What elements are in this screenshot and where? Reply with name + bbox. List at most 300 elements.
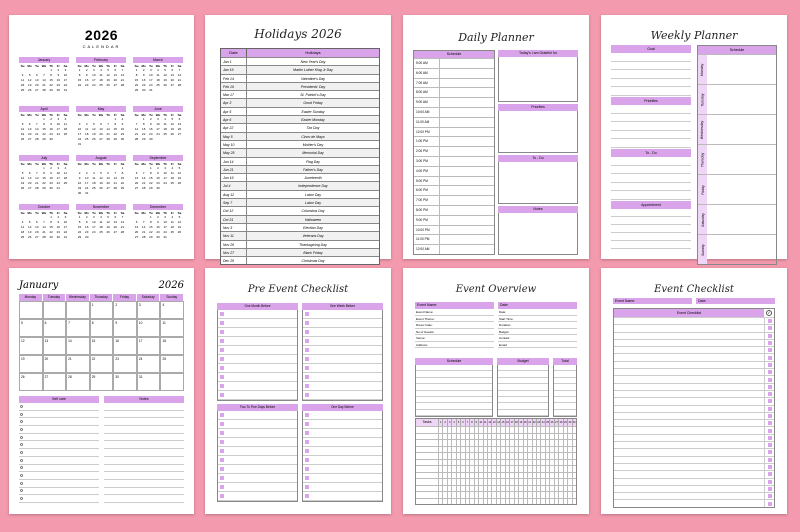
day-cell: 12 [177,220,182,224]
day-cell: 4 [64,117,67,121]
bullet-circle-icon [20,459,23,462]
month-label: July [19,155,69,161]
checkbox[interactable] [220,384,224,388]
day-cell [169,88,176,93]
day-cell [176,235,183,240]
checkbox[interactable] [768,378,772,382]
month-label: November [76,204,126,210]
day-cell: 24 [163,230,167,234]
checkbox[interactable] [305,458,309,462]
checkbox[interactable] [220,357,224,361]
day-cell: 24 [92,83,96,87]
checkbox[interactable] [220,330,224,334]
day-cell: 1 [78,68,81,72]
day-cell: 13 [134,176,139,180]
list-item [104,465,184,473]
checkbox[interactable] [305,494,309,498]
holiday-name: Martin Luther King Jr Day [293,68,333,73]
day-cell: 17 [163,225,167,229]
checklist-row [614,485,774,492]
checkbox[interactable] [220,375,224,379]
weekday-label: Sa [177,162,182,166]
day-cell: 27 [113,83,117,87]
day-cell: 19 [99,181,103,185]
day-cell: 5 [93,122,95,126]
checkbox[interactable] [220,476,224,480]
checkbox[interactable] [220,422,224,426]
checkbox[interactable] [768,480,772,484]
day-cell: 16 [120,127,125,131]
checkbox[interactable] [768,319,772,323]
weekday-label: Th [106,64,110,68]
month-block [76,106,126,147]
day-cell: 27 [106,186,110,190]
field-label: Address: [415,342,494,349]
checkbox[interactable] [220,449,224,453]
time-row [414,166,494,176]
task-row [416,439,576,446]
day-cell [169,235,176,240]
time-label: 9:00 PM [414,216,440,225]
weekday-label: We [155,113,161,117]
checklist-row [614,405,774,412]
weekday-label: Mo [141,64,146,68]
checklist-row [614,426,774,433]
day-cell: 29 [113,137,117,141]
time-label: 1:00 PM [414,137,440,146]
day-cell: 8 [43,171,45,175]
checkbox[interactable] [768,407,772,411]
checklist-item [303,328,382,337]
day-cell: 29 [42,186,46,190]
day-cell: 17 [63,225,68,229]
day-cell: 4 [64,166,67,170]
day-cell: 22 [149,181,153,185]
checkbox[interactable] [305,431,309,435]
day-cell: 16 [85,225,89,229]
time-label: 7:00 AM [414,79,440,88]
day-cell: 1 [50,68,52,72]
day-cell: 23 [49,132,53,136]
day-cell: 21 [35,132,39,136]
time-row [414,156,494,166]
day-cell: 10 [137,319,161,337]
day-cell [97,191,104,196]
month-grid [19,294,184,391]
holiday-date: Jun 14 [221,158,247,165]
day-cell: 3 [157,117,159,121]
day-cell: 23 [85,83,89,87]
weekday-label: Tu [35,162,39,166]
day-cell: 11 [85,127,89,131]
day-cell: 26 [28,235,32,239]
day-cell: 13 [99,127,103,131]
day-row [698,204,776,234]
holiday-date: Apr 3 [221,99,247,106]
weekday-label: Su [20,162,25,166]
day-cell: 17 [92,225,96,229]
holiday-name: Christmas Day [301,259,325,264]
day-cell: 30 [56,88,60,92]
day-cell: 20 [134,230,139,234]
day-cell: 29 [42,137,46,141]
holiday-date: May 5 [221,133,247,140]
day-cell: 23 [77,186,82,190]
checklist-row [614,317,774,324]
day-cell: 30 [56,235,60,239]
day-cell: 8 [78,220,81,224]
day-cell: 28 [113,186,117,190]
day-cell: 28 [35,186,39,190]
page-event-checklist [601,268,787,514]
month-label: January [19,57,69,63]
month-label: June [133,106,183,112]
day-cell: 14 [66,337,90,355]
day-cell: 6 [114,68,117,72]
holiday-date: May 10 [221,141,247,148]
weekday-label: Fr [56,64,60,68]
day-cell: 8 [114,122,117,126]
day-cell: 6 [178,117,181,121]
day-cell: 26 [92,137,96,141]
day-cell: 31 [149,88,153,92]
weekday-label: Tu [35,113,39,117]
checkbox[interactable] [305,348,309,352]
checkbox[interactable] [305,476,309,480]
day-cell [119,142,126,147]
weekday-label: Fr [56,113,60,117]
checkbox[interactable] [768,370,772,374]
checkbox[interactable] [768,399,772,403]
day-cell: 1 [50,215,52,219]
day-cell: 5 [107,68,109,72]
checkbox[interactable] [220,348,224,352]
day-cell: 15 [42,176,46,180]
day-label: Friday [700,184,705,195]
checkbox[interactable] [768,414,772,418]
checkbox[interactable] [768,472,772,476]
table-row [221,256,379,264]
time-row [414,225,494,235]
day-cell: 21 [142,181,146,185]
day-cell: 28 [177,83,182,87]
day-cell: 4 [171,166,174,170]
day-cell: 5 [178,166,181,170]
field-label: Email: [498,342,577,349]
day-number: 15 [501,421,505,424]
day-cell: 3 [93,68,95,72]
table-row [221,115,379,123]
day-cell: 24 [149,83,153,87]
checklist-item [218,346,297,355]
bullet-circle-icon [20,436,23,439]
checkbox[interactable] [220,393,224,397]
checklist-row [614,346,774,353]
checklist-item [218,420,297,429]
day-number: 8 [469,419,473,426]
day-cell: 18 [92,181,96,185]
list-item [104,403,184,411]
checkbox[interactable] [768,465,772,469]
checkbox[interactable] [305,330,309,334]
checkbox[interactable] [220,440,224,444]
task-row [416,472,576,479]
checkbox[interactable] [220,458,224,462]
checkbox[interactable] [768,450,772,454]
weekday-label: Fr [113,64,117,68]
day-cell: 29 [149,186,153,190]
one-day-header: One Day Before [302,404,383,411]
daily-title: Daily Planner [458,31,534,44]
day-cell: 26 [20,137,25,141]
checklist-item [303,355,382,364]
weekday-label: Su [20,211,25,215]
weekday-label: Mo [141,113,146,117]
day-cell: 11 [63,122,67,126]
checkbox[interactable] [220,321,224,325]
checkbox[interactable] [768,356,772,360]
write-line [611,241,691,249]
checkbox[interactable] [305,375,309,379]
checkbox[interactable] [220,431,224,435]
day-cell: 20 [106,181,110,185]
wk-priorities-header: Priorities [611,97,691,105]
month-block [76,155,126,196]
day-row [698,54,776,84]
task-row [416,465,576,472]
weekday-label: Mo [84,64,89,68]
day-cell: 5 [100,171,102,175]
day-cell: 3 [78,122,81,126]
checklist-item [218,483,297,492]
checklist-row [614,463,774,470]
day-cell: 22 [49,83,53,87]
checkbox[interactable] [305,366,309,370]
day-number: 31 [572,421,576,424]
day-cell: 16 [142,78,146,82]
checklist-row [614,353,774,360]
day-cell: 12 [106,73,110,77]
weekday-label: Tu [92,64,96,68]
checkbox[interactable] [305,393,309,397]
weekday-label: Mo [27,113,32,117]
checkbox[interactable] [768,502,772,506]
day-cell: 28 [134,137,139,141]
weekday-header: Sunday [160,294,184,301]
checkbox[interactable] [220,413,224,417]
day-number: 30 [568,421,572,424]
checklist-item [303,373,382,382]
ov-schedule-header: Schedule [415,358,493,365]
table-row [221,140,379,148]
day-cell: 11 [21,78,25,82]
weekday-label: Mo [141,162,146,166]
list-item [19,403,99,411]
day-cell: 23 [85,230,89,234]
day-cell: 17 [163,176,167,180]
day-label: Sunday [700,243,705,256]
holiday-date: Jan 19 [221,66,247,73]
day-cell: 6 [171,68,174,72]
list-item [104,480,184,488]
checkbox[interactable] [305,440,309,444]
checkbox[interactable] [768,392,772,396]
holiday-date: Mar 17 [221,91,247,98]
day-cell [62,137,69,142]
day-cell: 24 [92,230,96,234]
day-cell: 22 [149,230,153,234]
day-cell: 22 [77,230,82,234]
day-cell: 25 [99,83,103,87]
checkbox[interactable] [220,339,224,343]
list-item [104,426,184,434]
weekday-label: We [98,113,104,117]
day-cell: 10 [63,220,68,224]
checkbox[interactable] [768,363,772,367]
day-cell: 3 [150,68,152,72]
day-cell: 8 [150,171,152,175]
day-cell: 16 [156,225,160,229]
checkbox[interactable] [305,413,309,417]
checklist-item [303,391,382,400]
weekday-label: Fr [170,64,174,68]
holiday-name: New Year's Day [300,60,326,64]
day-label: Tuesday [700,92,705,107]
bullet-circle-icon [20,420,23,423]
day-cell: 6 [36,220,38,224]
day-cell: 23 [142,83,146,87]
checkbox[interactable] [305,312,309,316]
mo-notes-header: Notes [104,396,184,403]
weekday-label: Tu [149,211,153,215]
checkbox[interactable] [768,436,772,440]
day-cell: 25 [156,83,160,87]
checkbox[interactable] [768,494,772,498]
ck-header: Event Checklist [676,311,702,315]
checkbox[interactable] [220,366,224,370]
day-cell: 27 [28,137,32,141]
checkbox[interactable] [768,326,772,330]
day-cell: 15 [49,78,53,82]
day-cell: 18 [20,230,25,234]
day-cell: 23 [56,83,60,87]
checklist-item [303,429,382,438]
day-cell: 3 [64,215,67,219]
checkbox[interactable] [768,429,772,433]
weekday-label: Tu [35,64,39,68]
checklist-item [218,355,297,364]
day-row [698,114,776,144]
weekday-label: Sa [120,113,125,117]
day-cell: 19 [20,132,25,136]
page-event-overview [403,268,589,514]
time-label: 5:00 PM [414,177,440,186]
time-row [414,195,494,205]
checkbox[interactable] [768,334,772,338]
checkbox[interactable] [305,485,309,489]
day-cell [62,186,69,191]
checkbox[interactable] [305,422,309,426]
checkbox[interactable] [305,339,309,343]
day-cell: 25 [63,132,68,136]
holiday-name: Thanksgiving Day [299,242,327,247]
checkbox[interactable] [768,487,772,491]
month-block [133,155,183,191]
day-cell: 18 [63,176,68,180]
day-cell: 11 [92,176,96,180]
checkbox[interactable] [220,467,224,471]
checkbox[interactable] [305,357,309,361]
checkbox[interactable] [768,348,772,352]
day-cell: 10 [163,220,167,224]
checkbox[interactable] [768,443,772,447]
checkbox[interactable] [768,341,772,345]
day-cell: 7 [36,122,38,126]
day-cell: 19 [92,132,96,136]
checklist-item [218,319,297,328]
field-label: Event Name: [415,309,494,316]
checkbox[interactable] [768,421,772,425]
checklist-item [303,420,382,429]
checkbox[interactable] [220,312,224,316]
time-row [414,87,494,97]
checklist-row [614,324,774,331]
day-number: 29 [564,421,567,424]
write-line [611,62,691,71]
month-label: February [76,57,126,63]
weekday-label: Tu [92,162,96,166]
day-cell: 18 [156,78,160,82]
weekday-label: Tu [149,162,153,166]
day-cell: 5 [171,117,174,121]
write-line [498,410,548,416]
weekday-header: Wednesday [66,294,90,301]
checkbox[interactable] [305,321,309,325]
day-cell: 6 [28,122,31,126]
holiday-name: Easter Sunday [301,109,325,114]
write-line [611,53,691,62]
checkbox[interactable] [305,449,309,453]
day-number: 23 [537,421,541,424]
checklist-row [614,448,774,455]
weekday-label: Su [77,162,82,166]
checklist-item [218,411,297,420]
write-line [611,183,691,192]
checkbox[interactable] [220,485,224,489]
day-cell: 22 [42,132,46,136]
checklist-item [218,438,297,447]
checkbox[interactable] [305,384,309,388]
day-cell: 3 [57,117,60,121]
time-label: 6:00 AM [414,69,440,78]
checkbox[interactable] [768,458,772,462]
day-cell: 16 [77,181,82,185]
checkbox[interactable] [220,494,224,498]
weekday-label: Fr [56,211,60,215]
checklist-row [614,397,774,404]
day-cell: 13 [35,78,39,82]
day-number: 16 [506,421,509,424]
day-cell: 1 [135,68,138,72]
task-row [416,446,576,453]
day-cell: 15 [42,127,46,131]
day-cell: 17 [56,176,60,180]
bullet-circle-icon [20,497,23,500]
day-cell: 2 [121,117,124,121]
checkbox[interactable] [768,385,772,389]
day-cell: 14 [142,225,146,229]
checkbox[interactable] [305,467,309,471]
